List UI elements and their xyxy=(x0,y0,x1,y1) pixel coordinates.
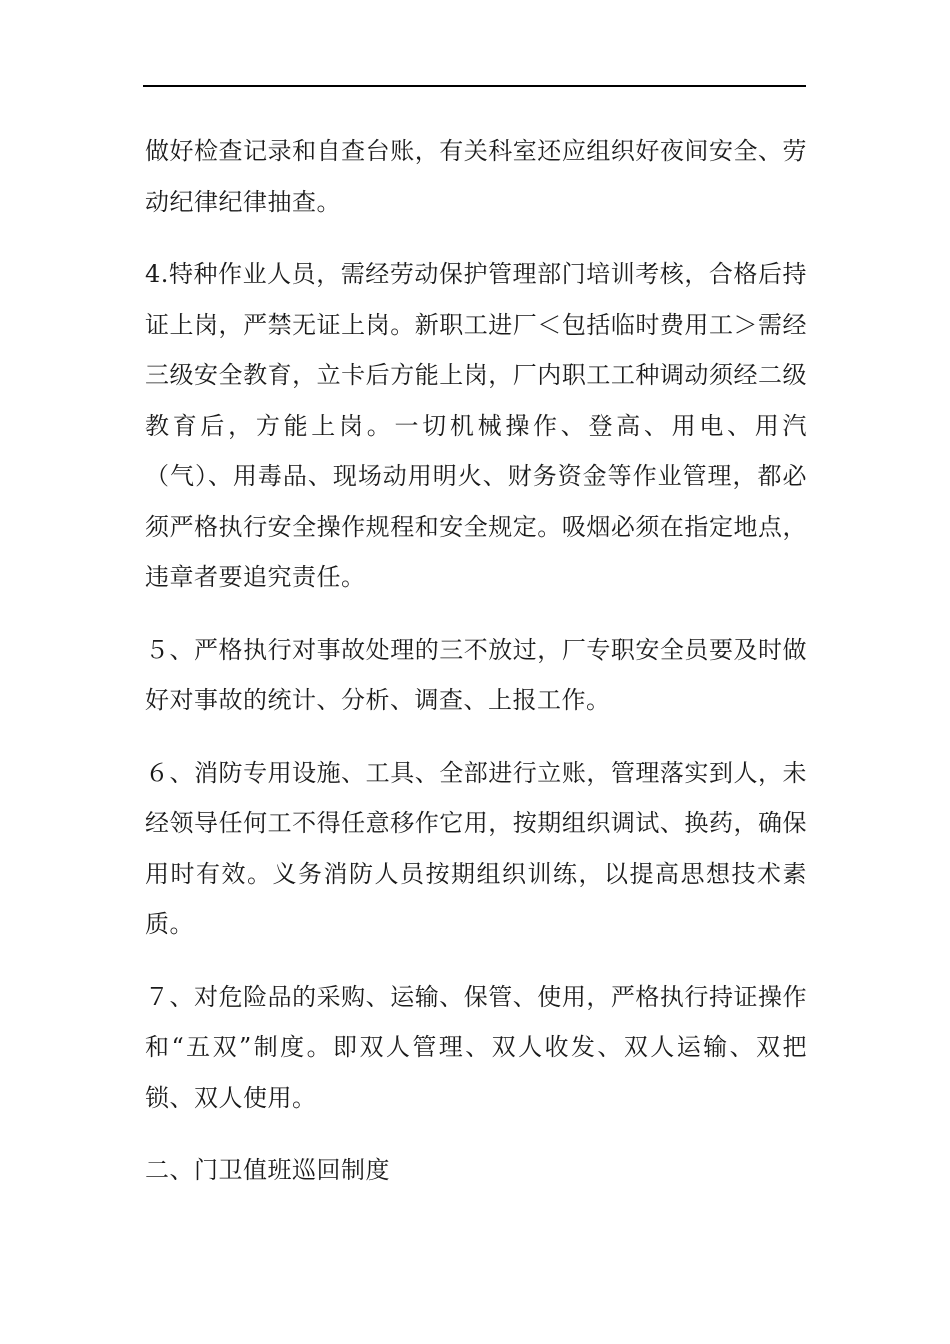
paragraph-fire-equipment: ６、消防专用设施、工具、全部进行立账，管理落实到人，未经领导任何工不得任意移作它用，按期组织调试、换药，确保用时有效。义务消防人员按期组织训练，以提高思想技术素质。 xyxy=(145,758,807,938)
paragraph-accident-handling: ５、严格执行对事故处理的三不放过，厂专职安全员要及时做好对事故的统计、分析、调查、上报工作。 xyxy=(145,635,807,714)
paragraph-special-operations: 4.特种作业人员，需经劳动保护管理部门培训考核，合格后持证上岗，严禁无证上岗。新职工进厂＜包括临时费用工＞需经三级安全教育，立卡后方能上岗，厂内职工工种调动须经二级教育后，方能上岗。一切机械操作、登高、用电、用汽（气）、用毒品、现场动用明火、财务资金等作业管理，都必须严格执行安全操作规程和安全规定。吸烟必须在指定地点，违章者要追究责任。 xyxy=(145,260,807,591)
section-heading: 二、门卫值班巡回制度 xyxy=(145,1156,390,1184)
paragraph-inspection-records: 做好检查记录和自查台账，有关科室还应组织好夜间安全、劳动纪律纪律抽查。 xyxy=(145,137,807,216)
header-rule xyxy=(143,85,806,87)
document-body xyxy=(145,126,807,1218)
paragraph-hazardous-goods: ７、对危险品的采购、运输、保管、使用，严格执行持证操作和“五双”制度。即双人管理、双人收发、双人运输、双把锁、双人使用。 xyxy=(145,982,807,1112)
